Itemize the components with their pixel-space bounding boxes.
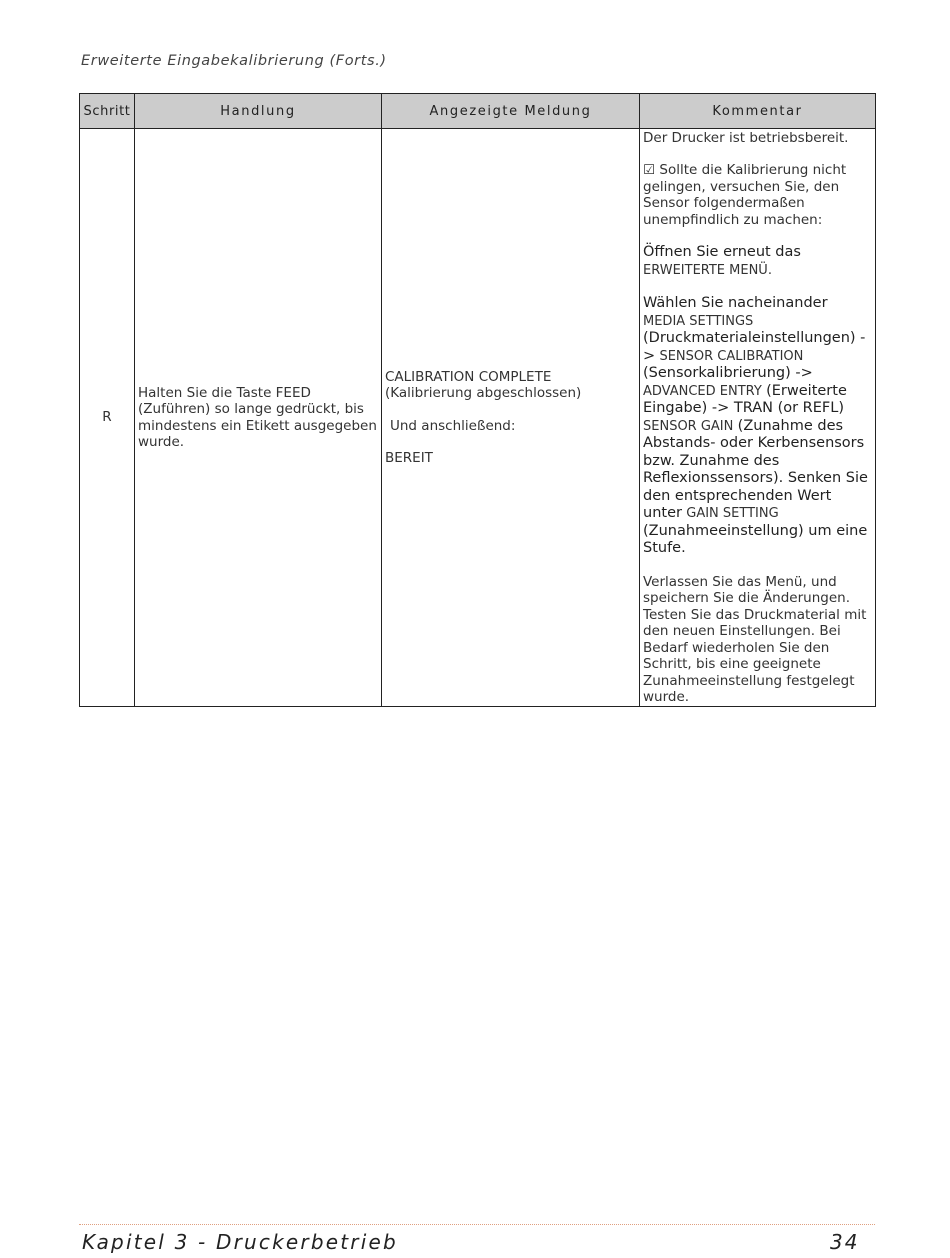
comment-open-menu xyxy=(643,244,872,279)
message-line-then: Und anschließend: xyxy=(390,417,516,434)
header-angezeigte-meldung: Angezeigte Meldung xyxy=(382,94,640,129)
comment-menu-name: ERWEITERTE MENÜ. xyxy=(643,262,772,278)
comment-ready: Der Drucker ist betriebsbereit. xyxy=(643,129,849,146)
table-row xyxy=(80,129,876,707)
menu-path-text: (Zunahmeeinstellung) um eine Stufe. xyxy=(643,522,868,556)
menu-path-text: (Druckmaterialeinstellungen) -> xyxy=(643,330,866,364)
message-line-calibration-complete: CALIBRATION COMPLETE (Kalibrierung abgeschlossen) xyxy=(385,368,582,401)
menu-item-sensor-gain: SENSOR GAIN xyxy=(643,418,734,434)
menu-path-text: (Zunahme des Abstands- oder Kerbensensors bzw. Zunahme des Reflexionssensors). Senken Sie den entsprechenden Wert unter xyxy=(643,417,868,521)
step-cell: R xyxy=(80,129,135,707)
menu-item-gain-setting: GAIN SETTING xyxy=(686,506,779,521)
menu-path-text: (Sensorkalibrierung) -> xyxy=(643,365,813,381)
message-line-ready: BEREIT xyxy=(385,450,433,466)
menu-path-text: Wählen Sie nacheinander xyxy=(643,295,828,311)
header-kommentar: Kommentar xyxy=(640,94,876,129)
menu-item-sensor-calibration: SENSOR CALIBRATION xyxy=(659,348,804,364)
footer-chapter-title: Kapitel 3 - Druckerbetrieb xyxy=(82,1230,398,1254)
comment-save-and-test: Verlassen Sie das Menü, und speichern Sie die Änderungen. Testen Sie das Druckmaterial mit den neuen Einstellungen. Bei Bedarf wiederholen Sie den Schritt, bis eine geeignete Zunahmeeinstellung festgelegt wurde. xyxy=(643,573,867,705)
calibration-steps-table xyxy=(79,93,876,707)
page-number: 34 xyxy=(830,1230,860,1254)
comment-calibration-failed: ☑ Sollte die Kalibrierung nicht gelingen, versuchen Sie, den Sensor folgendermaßen unempfindlich zu machen: xyxy=(643,162,847,228)
message-cell xyxy=(382,129,640,707)
footer-divider xyxy=(79,1224,875,1225)
table-header-row xyxy=(80,94,876,129)
menu-path-text: (Erweiterte Eingabe) -> TRAN (or REFL) xyxy=(643,382,847,416)
menu-item-media-settings: MEDIA SETTINGS xyxy=(643,313,754,329)
header-handlung: Handlung xyxy=(135,94,382,129)
action-cell: Halten Sie die Taste FEED (Zuführen) so lange gedrückt, bis mindestens ein Etikett ausgegeben wurde. xyxy=(135,129,382,707)
section-title: Erweiterte Eingabekalibrierung (Forts.) xyxy=(81,53,387,69)
menu-item-advanced-entry: ADVANCED ENTRY xyxy=(643,383,762,399)
header-schritt: Schritt xyxy=(80,94,135,129)
comment-cell xyxy=(640,129,876,707)
comment-menu-path xyxy=(643,295,872,558)
comment-open-menu-text: Öffnen Sie erneut das xyxy=(643,244,801,260)
